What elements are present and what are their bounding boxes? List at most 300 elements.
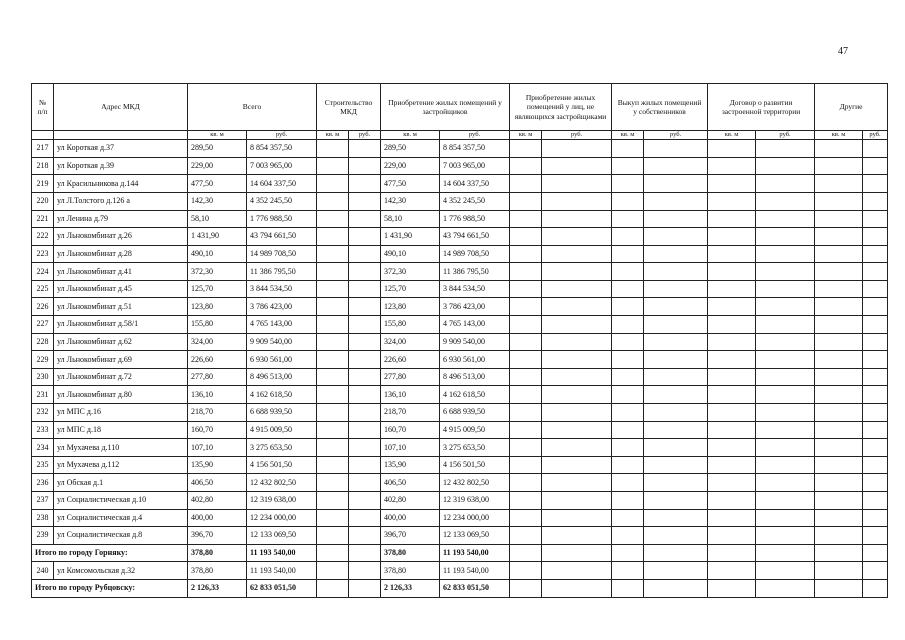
row-address: ул Короткая д.37 bbox=[54, 140, 188, 158]
row-total-rub: 12 133 069,50 bbox=[247, 527, 317, 545]
row-address: ул Комсомольская д.32 bbox=[54, 562, 188, 580]
total-row-rubtsovsk bbox=[32, 579, 888, 597]
empty-cell bbox=[510, 298, 542, 316]
empty-cell bbox=[756, 192, 815, 210]
empty-cell bbox=[612, 527, 644, 545]
unit-rub: руб. bbox=[863, 131, 888, 140]
row-number: 237 bbox=[32, 492, 54, 510]
empty-cell bbox=[815, 492, 863, 510]
row-dev-rub: 8 496 513,00 bbox=[440, 368, 510, 386]
empty-cell bbox=[863, 298, 888, 316]
empty-cell bbox=[349, 316, 381, 334]
empty-cell bbox=[349, 527, 381, 545]
row-number: 229 bbox=[32, 351, 54, 369]
row-total-rub: 6 688 939,50 bbox=[247, 404, 317, 422]
row-number: 232 bbox=[32, 404, 54, 422]
empty-cell bbox=[542, 509, 612, 527]
empty-cell bbox=[317, 404, 349, 422]
empty-cell bbox=[510, 175, 542, 193]
row-address: ул Льнокомбинат д.72 bbox=[54, 368, 188, 386]
empty-cell bbox=[612, 368, 644, 386]
empty-cell bbox=[644, 175, 708, 193]
empty-cell bbox=[644, 368, 708, 386]
row-dev-rub: 4 162 618,50 bbox=[440, 386, 510, 404]
row-total-rub: 4 162 618,50 bbox=[247, 386, 317, 404]
empty-cell bbox=[349, 386, 381, 404]
empty-cell bbox=[317, 333, 349, 351]
empty-cell bbox=[349, 492, 381, 510]
empty-cell bbox=[542, 492, 612, 510]
empty-cell bbox=[644, 404, 708, 422]
subtotal-area: 378,80 bbox=[188, 544, 247, 562]
empty-cell bbox=[756, 421, 815, 439]
housing-table bbox=[31, 83, 888, 598]
row-total-area: 226,60 bbox=[188, 351, 247, 369]
row-address: ул Короткая д.39 bbox=[54, 157, 188, 175]
empty-cell bbox=[756, 351, 815, 369]
empty-cell bbox=[644, 157, 708, 175]
row-dev-area: 406,50 bbox=[381, 474, 440, 492]
row-address: ул Социалистическая д.10 bbox=[54, 492, 188, 510]
empty-cell bbox=[815, 351, 863, 369]
row-address: ул Льнокомбинат д.28 bbox=[54, 245, 188, 263]
row-dev-area: 123,80 bbox=[381, 298, 440, 316]
row-number: 238 bbox=[32, 509, 54, 527]
row-number: 217 bbox=[32, 140, 54, 158]
row-dev-rub: 7 003 965,00 bbox=[440, 157, 510, 175]
row-number: 231 bbox=[32, 386, 54, 404]
empty-cell bbox=[863, 439, 888, 457]
table-row bbox=[32, 456, 888, 474]
empty-cell bbox=[349, 210, 381, 228]
empty-cell bbox=[612, 298, 644, 316]
empty-cell bbox=[510, 333, 542, 351]
empty-cell bbox=[756, 404, 815, 422]
empty-cell bbox=[644, 456, 708, 474]
empty-cell bbox=[510, 140, 542, 158]
empty-cell bbox=[708, 439, 756, 457]
row-number: 239 bbox=[32, 527, 54, 545]
unit-rub: руб. bbox=[644, 131, 708, 140]
empty-cell bbox=[708, 492, 756, 510]
empty-cell bbox=[542, 228, 612, 246]
empty-cell bbox=[317, 316, 349, 334]
empty-cell bbox=[349, 192, 381, 210]
row-total-area: 400,00 bbox=[188, 509, 247, 527]
table-row bbox=[32, 298, 888, 316]
units-row bbox=[32, 131, 888, 140]
empty-cell bbox=[863, 456, 888, 474]
row-dev-area: 142,30 bbox=[381, 192, 440, 210]
row-dev-rub: 3 844 534,50 bbox=[440, 280, 510, 298]
empty-cell bbox=[510, 192, 542, 210]
empty-cell bbox=[756, 228, 815, 246]
empty-cell bbox=[510, 210, 542, 228]
row-dev-rub: 1 776 988,50 bbox=[440, 210, 510, 228]
row-dev-rub: 11 386 795,50 bbox=[440, 263, 510, 281]
unit-sqm: кв. м bbox=[708, 131, 756, 140]
empty-cell bbox=[317, 527, 349, 545]
empty-cell bbox=[612, 210, 644, 228]
row-address: ул Льнокомбинат д.41 bbox=[54, 263, 188, 281]
empty-cell bbox=[317, 298, 349, 316]
empty-cell bbox=[644, 439, 708, 457]
empty-cell bbox=[756, 298, 815, 316]
page-number: 47 bbox=[838, 46, 848, 57]
empty-cell bbox=[510, 509, 542, 527]
row-address: ул Льнокомбинат д.58/1 bbox=[54, 316, 188, 334]
empty-cell bbox=[863, 263, 888, 281]
row-dev-area: 136,10 bbox=[381, 386, 440, 404]
table-row bbox=[32, 280, 888, 298]
empty-cell bbox=[708, 175, 756, 193]
empty-cell bbox=[756, 439, 815, 457]
empty-cell bbox=[542, 456, 612, 474]
row-number: 220 bbox=[32, 192, 54, 210]
empty-cell bbox=[708, 474, 756, 492]
empty-cell bbox=[644, 228, 708, 246]
table-row bbox=[32, 192, 888, 210]
row-dev-rub: 8 854 357,50 bbox=[440, 140, 510, 158]
empty-cell bbox=[349, 157, 381, 175]
empty-cell bbox=[542, 439, 612, 457]
col-header-other: Другие bbox=[815, 84, 888, 131]
empty-cell bbox=[815, 245, 863, 263]
empty-cell bbox=[815, 140, 863, 158]
empty-cell bbox=[815, 210, 863, 228]
empty-cell bbox=[644, 333, 708, 351]
empty-cell bbox=[510, 404, 542, 422]
empty-cell bbox=[317, 456, 349, 474]
total-rub-dev: 62 833 051,50 bbox=[440, 579, 510, 597]
row-total-area: 396,70 bbox=[188, 527, 247, 545]
unit-sqm: кв. м bbox=[188, 131, 247, 140]
unit-sqm: кв. м bbox=[612, 131, 644, 140]
empty-cell bbox=[317, 492, 349, 510]
empty-cell bbox=[349, 245, 381, 263]
row-dev-rub: 4 915 009,50 bbox=[440, 421, 510, 439]
empty-cell bbox=[815, 298, 863, 316]
empty-cell bbox=[510, 280, 542, 298]
row-number: 226 bbox=[32, 298, 54, 316]
row-total-rub: 14 989 708,50 bbox=[247, 245, 317, 263]
empty-cell bbox=[542, 280, 612, 298]
row-number: 222 bbox=[32, 228, 54, 246]
row-dev-rub: 3 275 653,50 bbox=[440, 439, 510, 457]
col-header-num: № п/п bbox=[32, 84, 54, 131]
empty-cell bbox=[612, 509, 644, 527]
empty-cell bbox=[863, 245, 888, 263]
empty-cell bbox=[317, 280, 349, 298]
row-dev-area: 477,50 bbox=[381, 175, 440, 193]
row-total-rub: 4 352 245,50 bbox=[247, 192, 317, 210]
row-address: ул Обская д.1 bbox=[54, 474, 188, 492]
empty-cell bbox=[612, 280, 644, 298]
empty-cell bbox=[644, 492, 708, 510]
empty-cell bbox=[756, 509, 815, 527]
row-dev-rub: 12 133 069,50 bbox=[440, 527, 510, 545]
empty-cell bbox=[708, 368, 756, 386]
empty-cell bbox=[756, 474, 815, 492]
empty-cell bbox=[708, 386, 756, 404]
empty-cell bbox=[510, 368, 542, 386]
empty-cell bbox=[317, 175, 349, 193]
table-row bbox=[32, 263, 888, 281]
empty-cell bbox=[708, 456, 756, 474]
row-dev-area: 372,30 bbox=[381, 263, 440, 281]
empty-cell bbox=[510, 316, 542, 334]
empty-cell bbox=[863, 228, 888, 246]
empty-cell bbox=[863, 509, 888, 527]
row-dev-area: 58,10 bbox=[381, 210, 440, 228]
empty-cell bbox=[612, 474, 644, 492]
empty-cell bbox=[612, 404, 644, 422]
empty-cell bbox=[863, 175, 888, 193]
row-dev-rub: 9 909 540,00 bbox=[440, 333, 510, 351]
row-total-rub: 3 275 653,50 bbox=[247, 439, 317, 457]
empty-cell bbox=[542, 386, 612, 404]
empty-cell bbox=[756, 527, 815, 545]
empty-cell bbox=[510, 351, 542, 369]
empty-cell bbox=[542, 527, 612, 545]
empty-cell bbox=[612, 421, 644, 439]
col-header-buyback: Выкуп жилых помещений у собственников bbox=[612, 84, 708, 131]
unit-sqm: кв. м bbox=[815, 131, 863, 140]
empty-cell bbox=[612, 492, 644, 510]
row-total-rub: 3 844 534,50 bbox=[247, 280, 317, 298]
col-header-construction: Строительство МКД bbox=[317, 84, 381, 131]
empty-cell bbox=[349, 298, 381, 316]
empty-cell bbox=[863, 157, 888, 175]
empty-cell bbox=[317, 368, 349, 386]
empty-cell bbox=[510, 474, 542, 492]
row-number: 240 bbox=[32, 562, 54, 580]
row-dev-area: 218,70 bbox=[381, 404, 440, 422]
unit-rub: руб. bbox=[440, 131, 510, 140]
row-address: ул Социалистическая д.4 bbox=[54, 509, 188, 527]
empty-cell bbox=[708, 228, 756, 246]
row-total-area: 229,00 bbox=[188, 157, 247, 175]
subtotal-rub: 11 193 540,00 bbox=[247, 544, 317, 562]
empty-cell bbox=[510, 228, 542, 246]
unit-rub: руб. bbox=[247, 131, 317, 140]
row-address: ул Льнокомбинат д.80 bbox=[54, 386, 188, 404]
row-dev-rub: 11 193 540,00 bbox=[440, 562, 510, 580]
row-total-rub: 11 193 540,00 bbox=[247, 562, 317, 580]
row-dev-rub: 4 352 245,50 bbox=[440, 192, 510, 210]
row-dev-rub: 3 786 423,00 bbox=[440, 298, 510, 316]
empty-cell bbox=[644, 386, 708, 404]
row-total-area: 218,70 bbox=[188, 404, 247, 422]
empty-cell bbox=[756, 456, 815, 474]
empty-cell bbox=[349, 263, 381, 281]
empty-cell bbox=[349, 509, 381, 527]
subtotal-label: Итого по городу Горняку: bbox=[32, 544, 188, 562]
row-address: ул Ленина д.79 bbox=[54, 210, 188, 228]
empty-cell bbox=[612, 245, 644, 263]
row-total-rub: 1 776 988,50 bbox=[247, 210, 317, 228]
unit-sqm: кв. м bbox=[317, 131, 349, 140]
empty-cell bbox=[863, 192, 888, 210]
row-dev-rub: 6 688 939,50 bbox=[440, 404, 510, 422]
row-total-rub: 7 003 965,00 bbox=[247, 157, 317, 175]
table-row bbox=[32, 140, 888, 158]
empty-cell bbox=[510, 456, 542, 474]
row-total-rub: 12 432 802,50 bbox=[247, 474, 317, 492]
empty-cell bbox=[542, 263, 612, 281]
empty-cell bbox=[644, 263, 708, 281]
empty-cell bbox=[863, 368, 888, 386]
empty-cell bbox=[863, 527, 888, 545]
row-number: 223 bbox=[32, 245, 54, 263]
row-address: ул Льнокомбинат д.26 bbox=[54, 228, 188, 246]
row-total-area: 160,70 bbox=[188, 421, 247, 439]
row-address: ул МПС д.18 bbox=[54, 421, 188, 439]
row-number: 233 bbox=[32, 421, 54, 439]
empty-cell bbox=[863, 404, 888, 422]
empty-cell bbox=[815, 421, 863, 439]
col-header-purchase-developers: Приобретение жилых помещений у застройщиков bbox=[381, 84, 510, 131]
empty-cell bbox=[708, 140, 756, 158]
empty-cell bbox=[644, 474, 708, 492]
row-dev-area: 107,10 bbox=[381, 439, 440, 457]
empty-cell bbox=[349, 333, 381, 351]
empty-cell bbox=[612, 439, 644, 457]
empty-cell bbox=[349, 421, 381, 439]
empty-cell bbox=[708, 421, 756, 439]
empty-cell bbox=[815, 474, 863, 492]
empty-cell bbox=[815, 175, 863, 193]
empty-cell bbox=[863, 140, 888, 158]
table-row bbox=[32, 351, 888, 369]
row-dev-area: 229,00 bbox=[381, 157, 440, 175]
row-dev-area: 277,80 bbox=[381, 368, 440, 386]
row-total-area: 378,80 bbox=[188, 562, 247, 580]
row-total-area: 125,70 bbox=[188, 280, 247, 298]
empty-cell bbox=[708, 298, 756, 316]
subtotal-rub-dev: 11 193 540,00 bbox=[440, 544, 510, 562]
empty-cell bbox=[815, 316, 863, 334]
table-row bbox=[32, 316, 888, 334]
unit-sqm: кв. м bbox=[381, 131, 440, 140]
empty-cell bbox=[644, 192, 708, 210]
empty-cell bbox=[542, 192, 612, 210]
row-dev-rub: 14 989 708,50 bbox=[440, 245, 510, 263]
row-dev-rub: 4 765 143,00 bbox=[440, 316, 510, 334]
row-dev-rub: 12 319 638,00 bbox=[440, 492, 510, 510]
table-row bbox=[32, 404, 888, 422]
empty-cell bbox=[612, 333, 644, 351]
table-row bbox=[32, 562, 888, 580]
empty-cell bbox=[756, 157, 815, 175]
table-row bbox=[32, 386, 888, 404]
empty-cell bbox=[708, 404, 756, 422]
empty-cell bbox=[644, 140, 708, 158]
row-total-area: 142,30 bbox=[188, 192, 247, 210]
unit-rub: руб. bbox=[756, 131, 815, 140]
row-dev-rub: 12 432 802,50 bbox=[440, 474, 510, 492]
empty-cell bbox=[349, 404, 381, 422]
empty-cell bbox=[815, 456, 863, 474]
table-body bbox=[32, 140, 888, 597]
row-dev-area: 402,80 bbox=[381, 492, 440, 510]
table-row bbox=[32, 439, 888, 457]
empty-cell bbox=[815, 439, 863, 457]
row-number: 224 bbox=[32, 263, 54, 281]
empty-cell bbox=[708, 210, 756, 228]
table-row bbox=[32, 509, 888, 527]
empty-cell bbox=[708, 192, 756, 210]
empty-cell bbox=[644, 280, 708, 298]
empty-cell bbox=[708, 245, 756, 263]
col-header-purchase-non-developers: Приобретение жилых помещений у лиц, не являющихся застройщиками bbox=[510, 84, 612, 131]
empty-cell bbox=[612, 140, 644, 158]
empty-cell bbox=[815, 404, 863, 422]
empty-cell bbox=[542, 157, 612, 175]
empty-cell bbox=[815, 368, 863, 386]
total-label: Итого по городу Рубцовску: bbox=[32, 579, 188, 597]
row-number: 219 bbox=[32, 175, 54, 193]
empty-cell bbox=[612, 456, 644, 474]
empty-cell bbox=[644, 210, 708, 228]
empty-cell bbox=[510, 421, 542, 439]
empty-cell bbox=[317, 228, 349, 246]
empty-cell bbox=[542, 316, 612, 334]
row-number: 218 bbox=[32, 157, 54, 175]
table-row bbox=[32, 228, 888, 246]
empty-cell bbox=[317, 192, 349, 210]
empty-cell bbox=[756, 333, 815, 351]
row-total-area: 490,10 bbox=[188, 245, 247, 263]
row-total-rub: 12 319 638,00 bbox=[247, 492, 317, 510]
row-total-area: 135,90 bbox=[188, 456, 247, 474]
empty-cell bbox=[863, 492, 888, 510]
row-total-area: 324,00 bbox=[188, 333, 247, 351]
row-dev-area: 226,60 bbox=[381, 351, 440, 369]
empty-cell bbox=[542, 368, 612, 386]
row-dev-area: 324,00 bbox=[381, 333, 440, 351]
row-total-rub: 9 909 540,00 bbox=[247, 333, 317, 351]
empty-cell bbox=[317, 421, 349, 439]
empty-cell bbox=[510, 439, 542, 457]
empty-cell bbox=[815, 509, 863, 527]
row-address: ул Льнокомбинат д.51 bbox=[54, 298, 188, 316]
empty-cell bbox=[644, 298, 708, 316]
col-header-address: Адрес МКД bbox=[54, 84, 188, 131]
row-dev-rub: 6 930 561,00 bbox=[440, 351, 510, 369]
row-dev-area: 135,90 bbox=[381, 456, 440, 474]
empty-cell bbox=[863, 280, 888, 298]
empty-cell bbox=[815, 527, 863, 545]
row-number: 227 bbox=[32, 316, 54, 334]
empty-cell bbox=[542, 245, 612, 263]
empty-cell bbox=[510, 527, 542, 545]
row-total-area: 136,10 bbox=[188, 386, 247, 404]
row-number: 221 bbox=[32, 210, 54, 228]
total-area: 2 126,33 bbox=[188, 579, 247, 597]
row-total-rub: 6 930 561,00 bbox=[247, 351, 317, 369]
empty-cell bbox=[349, 439, 381, 457]
table-row bbox=[32, 245, 888, 263]
empty-cell bbox=[815, 333, 863, 351]
total-rub: 62 833 051,50 bbox=[247, 579, 317, 597]
empty-cell bbox=[510, 245, 542, 263]
row-dev-area: 378,80 bbox=[381, 562, 440, 580]
empty-cell bbox=[708, 351, 756, 369]
empty-cell bbox=[349, 474, 381, 492]
empty-cell bbox=[756, 368, 815, 386]
table-row bbox=[32, 492, 888, 510]
